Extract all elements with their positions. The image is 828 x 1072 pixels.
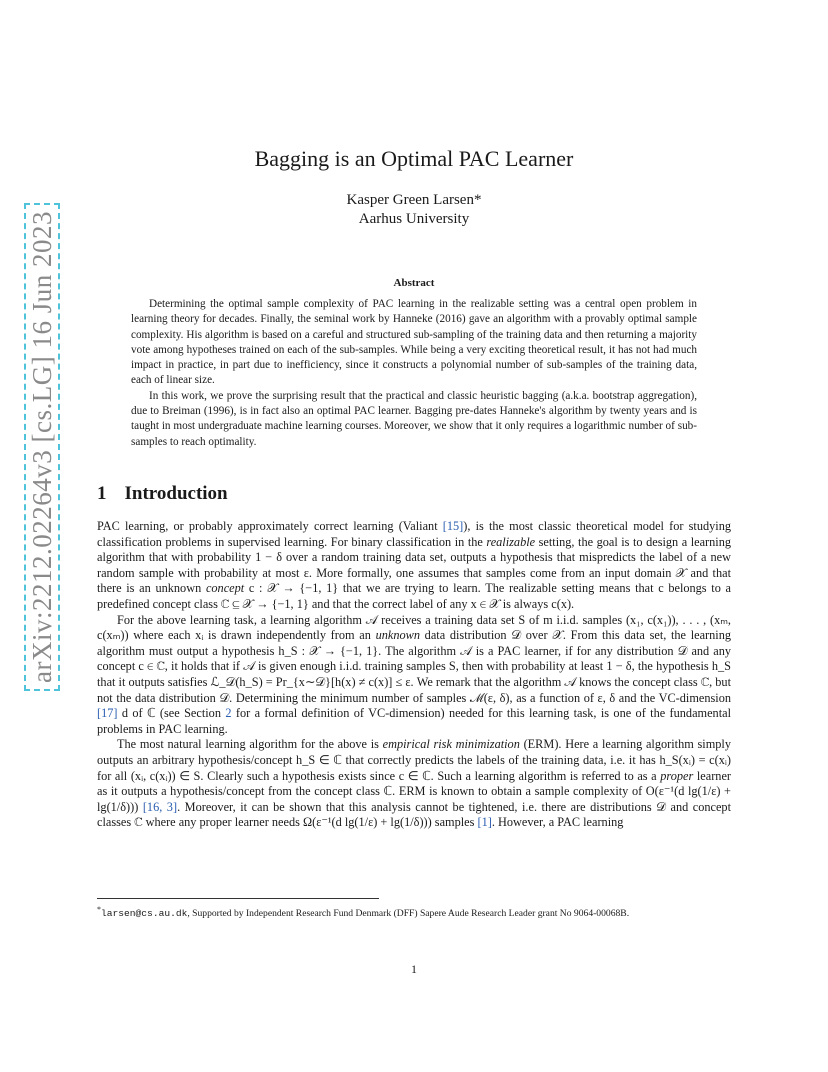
intro-paragraph-3: The most natural learning algorithm for the above is empirical risk minimization (ERM). Here a learning algorithm simply outputs an arbitrary hypothesis/concept h_S ∈ ℂ that correctly predicts the labels of the training data, i.e. it has h_S(xᵢ) = c(xᵢ) for all (xᵢ, c(xᵢ)) ∈ S. Clearly such a hypothesis exists since c ∈ ℂ. Such a learning algorithm is referred to as a proper learner as it outputs a hypothesis/concept from the concept class ℂ. ERM is known to obtain a sample complexity of O(ε⁻¹(d lg(1/ε) + lg(1/δ))) [16, 3]. Moreover, it can be shown that this analysis cannot be tightened, i.e. there are distributions 𝒟 and concept classes ℂ where any proper learner needs Ω(ε⁻¹(d lg(1/ε) + lg(1/δ))) samples [1]. However, a PAC learning <box>97 737 731 830</box>
footnote-rule <box>97 898 379 899</box>
author-affiliation: Aarhus University <box>358 211 470 227</box>
page-number: 1 <box>411 962 417 976</box>
footnote-mark: * <box>97 905 101 914</box>
citation-link[interactable]: [1] <box>477 815 492 830</box>
author-name: Kasper Green Larsen* <box>346 192 482 208</box>
footnote-email[interactable]: larsen@cs.au.dk <box>101 908 188 920</box>
citation-link[interactable]: [15] <box>442 519 464 533</box>
abstract-body <box>131 297 697 450</box>
arxiv-id[interactable]: arXiv:2212.02264v3 [cs.LG] 16 Jun 2023 <box>24 203 60 691</box>
intro-paragraph-1: PAC learning, or probably approximately correct learning (Valiant [15]), is the most classic theoretical model for studying classification problems in supervised learning. For binary classification in the realizable setting, the goal is to design a learning algorithm that with probability 1 − δ over a random training data set, outputs a hypothesis that mispredicts the label of a new random sample with probability at most ε. More formally, one assumes that samples come from an input domain 𝒳 and that there is an unknown concept c : 𝒳 → {−1, 1} that we are trying to learn. The realizable setting means that c belongs to a predefined concept class ℂ ⊆ 𝒳 → {−1, 1} and that the correct label of any x ∈ 𝒳 is always c(x). <box>97 519 732 611</box>
footnote <box>97 903 731 920</box>
section-heading <box>97 483 228 505</box>
citation-link[interactable]: [16, 3] <box>142 799 178 814</box>
paper-title: Bagging is an Optimal PAC Learner <box>254 146 574 171</box>
intro-paragraph-2: For the above learning task, a learning algorithm 𝒜 receives a training data set S of m i.i.d. samples (x₁, c(x₁)), . . . , (xₘ, c(xₘ)) where each xᵢ is drawn independently from an unknown data distribution 𝒟 over 𝒳. From this data set, the learning algorithm must output a hypothesis h_S : 𝒳 → {−1, 1}. The algorithm 𝒜 is a PAC learner, if for any distribution 𝒟 and any concept c ∈ ℂ, it holds that if 𝒜 is given enough i.i.d. training samples S, then with probability at least 1 − δ, the hypothesis h_S that it outputs satisfies ℒ_𝒟(h_S) = Pr_{x∼𝒟}[h(x) ≠ c(x)] ≤ ε. We remark that the algorithm 𝒜 knows the concept class ℂ, but not the data distribution 𝒟. Determining the minimum number of samples ℳ(ε, δ), as a function of ε, δ and the VC-dimension [17] d of ℂ (see Section 2 for a formal definition of VC-dimension) needed for this learning task, is one of the fundamental problems in PAC learning. <box>97 612 731 736</box>
footnote-text: , Supported by Independent Research Fund Denmark (DFF) Sapere Aude Research Leader grant No 9064-00068B. <box>187 908 630 920</box>
abstract-paragraph: In this work, we prove the surprising result that the practical and classic heuristic bagging (a.k.a. bootstrap aggregation), due to Breiman (1996), is in fact also an optimal PAC learner. Bagging pre-dates Hanneke's algorithm by twenty years and is taught in most undergraduate machine learning courses. Moreover, we show that it only requires a logarithmic number of sub-samples to reach optimality. <box>131 389 697 448</box>
abstract-paragraph: Determining the optimal sample complexity of PAC learning in the realizable setting was a central open problem in learning theory for decades. Finally, the seminal work by Hanneke (2016) gave an algorithm with a provably optimal sample complexity. His algorithm is based on a careful and structured sub-sampling of the training data and then returning a majority vote among hypotheses trained on each of the sub-samples. While being a very exciting theoretical result, it has not had much impact in practice, in part due to inefficiency, since it constructs a polynomial number of sub-samples of the training data, each of linear size. <box>131 298 697 387</box>
section-ref-link[interactable]: 2 <box>225 706 232 721</box>
arxiv-sidebar-stamp <box>24 211 60 691</box>
section-number: 1 <box>97 483 107 504</box>
section-title: Introduction <box>124 483 228 504</box>
citation-link[interactable]: [17] <box>97 706 118 721</box>
abstract-heading: Abstract <box>393 277 435 289</box>
intro-body <box>97 519 731 831</box>
